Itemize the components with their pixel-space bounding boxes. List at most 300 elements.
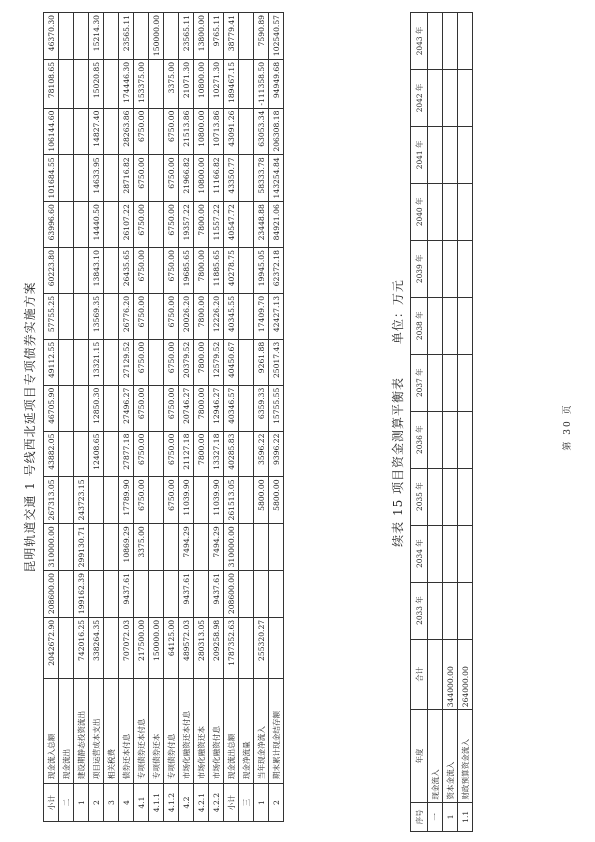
table-cell: 6750.00 (134, 477, 149, 524)
table-cell (59, 108, 74, 155)
row-index: 二 (59, 784, 74, 822)
table-cell: 7494.29 (209, 524, 224, 571)
table-cell: 21127.18 (179, 431, 194, 477)
column-header: 2039 年 (411, 240, 428, 297)
table-cell (239, 155, 254, 202)
table-cell (194, 571, 209, 618)
table-cell (239, 431, 254, 477)
table-cell: 5800.00 (254, 477, 269, 524)
table-cell (239, 202, 254, 248)
table-cell: 62372.18 (269, 248, 284, 294)
table-row (44, 13, 59, 822)
table-cell: 6359.33 (254, 385, 269, 431)
table-cell: 6750.00 (134, 108, 149, 155)
table-cell: 40346.57 (224, 385, 239, 431)
table-cell: -111358.50 (254, 59, 269, 108)
table-cell: 6750.00 (134, 202, 149, 248)
table-cell (74, 108, 89, 155)
table-cell (428, 354, 443, 411)
row-index: 小计 (44, 784, 59, 822)
table-cell (104, 571, 119, 618)
row-index: 2 (269, 784, 284, 822)
row-label: 现金净流量 (239, 678, 254, 784)
table-cell: 310000.00 (44, 524, 59, 571)
table-cell: 46370.30 (44, 13, 59, 60)
table-cell (458, 70, 473, 127)
section-title (389, 12, 406, 842)
table-cell: 26776.20 (119, 293, 134, 339)
table-cell: 6750.00 (134, 431, 149, 477)
table-cell (428, 525, 443, 582)
table-cell (104, 524, 119, 571)
table-cell: 14827.40 (89, 108, 104, 155)
table-cell: 14440.50 (89, 202, 104, 248)
table-cell: 10271.30 (209, 59, 224, 108)
table-cell (59, 571, 74, 618)
row-index: 2 (89, 784, 104, 822)
table-row (269, 13, 284, 822)
table-row (458, 13, 473, 832)
table-cell: 199162.39 (74, 571, 89, 618)
table-cell: 6750.00 (134, 248, 149, 294)
table-cell (254, 524, 269, 571)
table-cell: 6750.00 (164, 155, 179, 202)
row-total: 338264.35 (89, 617, 104, 678)
table-cell (428, 582, 443, 639)
table-cell: 15020.85 (89, 59, 104, 108)
table-cell (239, 477, 254, 524)
table-cell: 267313.05 (44, 477, 59, 524)
table-header-row (411, 13, 428, 832)
table-row (194, 13, 209, 822)
table-cell (134, 13, 149, 60)
table-row (59, 13, 74, 822)
table-cell (428, 411, 443, 468)
table-cell (428, 126, 443, 183)
table-cell: 42427.13 (269, 293, 284, 339)
column-header: 2041 年 (411, 126, 428, 183)
table-cell (74, 13, 89, 60)
table-cell: 310000.00 (224, 524, 239, 571)
table-cell: 84921.06 (269, 202, 284, 248)
row-index: 3 (104, 784, 119, 822)
row-total: 280313.05 (194, 617, 209, 678)
table-row (134, 13, 149, 822)
table-cell (59, 293, 74, 339)
unit-label: 单位：万元 (391, 279, 405, 345)
table-cell: 21513.86 (179, 108, 194, 155)
row-label: 市场化融资付息 (209, 678, 224, 784)
table-cell: 7590.89 (254, 13, 269, 60)
table-cell: 3596.22 (254, 431, 269, 477)
row-index: 4 (119, 784, 134, 822)
table-cell: 12946.27 (209, 385, 224, 431)
table-row (254, 13, 269, 822)
table-cell (458, 13, 473, 70)
table-cell (194, 524, 209, 571)
table-cell (443, 240, 458, 297)
table-cell (458, 240, 473, 297)
table-cell (269, 571, 284, 618)
table-cell (254, 571, 269, 618)
table-cell (74, 339, 89, 385)
table-cell: 174446.30 (119, 59, 134, 108)
table-cell: 57755.25 (44, 293, 59, 339)
table-cell (443, 70, 458, 127)
row-index: 1 (254, 784, 269, 822)
table-cell (428, 13, 443, 70)
table-cell: 23565.11 (179, 13, 194, 60)
table-cell: 6750.00 (134, 155, 149, 202)
table-cell (104, 385, 119, 431)
table-cell: 14633.95 (89, 155, 104, 202)
table-cell: 11039.90 (179, 477, 194, 524)
table-cell (458, 411, 473, 468)
table-cell: 153375.00 (134, 59, 149, 108)
table-cell: 17789.90 (119, 477, 134, 524)
row-total: 1787352.63 (224, 617, 239, 678)
table-cell: 7800.00 (194, 339, 209, 385)
table-cell: 150000.00 (149, 13, 164, 60)
row-index: 4.2.1 (194, 784, 209, 822)
table-cell (239, 108, 254, 155)
table-cell (458, 525, 473, 582)
table-cell (428, 240, 443, 297)
table-cell (149, 202, 164, 248)
table-cell: 10869.29 (119, 524, 134, 571)
table-cell (59, 59, 74, 108)
table-cell: 7800.00 (194, 248, 209, 294)
table-cell: 7800.00 (194, 431, 209, 477)
table-cell: 11039.90 (209, 477, 224, 524)
row-total: 255320.27 (254, 617, 269, 678)
table-cell (149, 477, 164, 524)
table-cell (458, 468, 473, 525)
table-cell: 143254.84 (269, 155, 284, 202)
table-cell: 12408.65 (89, 431, 104, 477)
table-cell (134, 571, 149, 618)
table-cell (59, 202, 74, 248)
fund-balance-continued-table (410, 12, 473, 832)
table-cell: 13800.00 (194, 13, 209, 60)
table-cell: 40345.55 (224, 293, 239, 339)
table-cell: 27877.18 (119, 431, 134, 477)
table-cell: 20379.52 (179, 339, 194, 385)
table-cell (239, 339, 254, 385)
table-cell: 243723.15 (74, 477, 89, 524)
table-cell: 11166.82 (209, 155, 224, 202)
table-cell (59, 431, 74, 477)
table-cell: 9765.11 (209, 13, 224, 60)
table-cell: 43882.05 (44, 431, 59, 477)
table-cell (458, 354, 473, 411)
row-total: 209258.98 (209, 617, 224, 678)
table-cell: 26435.65 (119, 248, 134, 294)
table-cell (149, 293, 164, 339)
table-cell: 9396.22 (269, 431, 284, 477)
table-cell: 208600.00 (224, 571, 239, 618)
table-cell: 43350.77 (224, 155, 239, 202)
row-index: 1.1 (458, 802, 473, 831)
table-row (428, 13, 443, 832)
table-cell: 28716.82 (119, 155, 134, 202)
table-cell (428, 468, 443, 525)
table-cell (74, 431, 89, 477)
table-cell: 49112.55 (44, 339, 59, 385)
table-cell: 12579.52 (209, 339, 224, 385)
table-cell (104, 293, 119, 339)
table-cell (74, 385, 89, 431)
row-index: 4.1 (134, 784, 149, 822)
table-cell: 9437.61 (119, 571, 134, 618)
row-total (269, 617, 284, 678)
table-cell: 10800.00 (194, 155, 209, 202)
table-cell: 12850.30 (89, 385, 104, 431)
table-cell (164, 571, 179, 618)
table-cell: 6750.00 (164, 339, 179, 385)
table-cell (74, 202, 89, 248)
table-cell: 6750.00 (164, 108, 179, 155)
table-cell: 40278.75 (224, 248, 239, 294)
row-total: 742016.25 (74, 617, 89, 678)
table-cell: 19357.22 (179, 202, 194, 248)
table-cell (149, 571, 164, 618)
table-cell (59, 248, 74, 294)
table-cell (104, 155, 119, 202)
row-label: 债券还本付息 (119, 678, 134, 784)
table-cell (443, 468, 458, 525)
row-label: 现金流出 (59, 678, 74, 784)
table-cell (104, 108, 119, 155)
table-cell (74, 248, 89, 294)
table-cell (164, 13, 179, 60)
table-cell: 10800.00 (194, 59, 209, 108)
table-cell: 23565.11 (119, 13, 134, 60)
table-cell: 9437.61 (209, 571, 224, 618)
table-cell: 189467.15 (224, 59, 239, 108)
row-total: 344000.00 (443, 639, 458, 710)
table-cell (443, 183, 458, 240)
table-cell (149, 524, 164, 571)
table-cell (239, 13, 254, 60)
table-cell: 208600.00 (44, 571, 59, 618)
table-cell: 11885.65 (209, 248, 224, 294)
table-cell (269, 524, 284, 571)
row-total: 707072.03 (119, 617, 134, 678)
row-total: 217500.00 (134, 617, 149, 678)
table-cell (194, 477, 209, 524)
table-row (119, 13, 134, 822)
column-header: 序号 (411, 802, 428, 831)
rotated-page (15, 12, 585, 842)
table-cell (428, 70, 443, 127)
table-cell: 13843.10 (89, 248, 104, 294)
row-index: 4.1.2 (164, 784, 179, 822)
table-cell: 5800.00 (269, 477, 284, 524)
column-header: 2035 年 (411, 468, 428, 525)
table-cell (149, 108, 164, 155)
table-row (239, 13, 254, 822)
table-cell: 25017.43 (269, 339, 284, 385)
table-cell (104, 248, 119, 294)
table-cell: 7800.00 (194, 202, 209, 248)
row-label: 建设期静态投资流出 (74, 678, 89, 784)
row-label: 现金流入 (428, 710, 443, 802)
table-cell: 40450.67 (224, 339, 239, 385)
table-cell: 6750.00 (164, 248, 179, 294)
row-index: 4.2.2 (209, 784, 224, 822)
column-header: 2040 年 (411, 183, 428, 240)
table-cell (59, 155, 74, 202)
row-label: 期末累计现金结存额 (269, 678, 284, 784)
row-label: 专项债券还本付息 (134, 678, 149, 784)
column-header: 2033 年 (411, 582, 428, 639)
table-cell: 9437.61 (179, 571, 194, 618)
document-title: 昆明轨道交通 1 号线西北延项目专项债券实施方案 (23, 281, 37, 573)
table-cell: 58333.78 (254, 155, 269, 202)
row-label: 市场化融资还本付息 (179, 678, 194, 784)
table-cell (104, 431, 119, 477)
table-cell (89, 477, 104, 524)
table-cell: 40547.72 (224, 202, 239, 248)
row-index: 一 (428, 802, 443, 831)
table-cell (149, 385, 164, 431)
row-index: 小计 (224, 784, 239, 822)
table-row (104, 13, 119, 822)
table-row (164, 13, 179, 822)
table-cell (74, 59, 89, 108)
table-cell: 6750.00 (164, 293, 179, 339)
row-label: 项目运营成本支出 (89, 678, 104, 784)
row-total: 2042672.90 (44, 617, 59, 678)
row-total: 64125.00 (164, 617, 179, 678)
table-cell: 20746.27 (179, 385, 194, 431)
table-cell: 106144.60 (44, 108, 59, 155)
table-cell (149, 155, 164, 202)
table-cell (149, 59, 164, 108)
table-cell: 94949.68 (269, 59, 284, 108)
table-cell: 23448.88 (254, 202, 269, 248)
table-cell: 40285.83 (224, 431, 239, 477)
table-cell: 299130.71 (74, 524, 89, 571)
page-number: 第 30 页 (563, 403, 573, 451)
table-cell: 7800.00 (194, 293, 209, 339)
table-cell: 6750.00 (134, 385, 149, 431)
row-index: 4.1.1 (149, 784, 164, 822)
row-total: 264000.00 (458, 639, 473, 710)
table-cell: 17409.70 (254, 293, 269, 339)
row-index: 1 (74, 784, 89, 822)
row-total: 150000.00 (149, 617, 164, 678)
row-label: 资本金流入 (443, 710, 458, 802)
table-cell: 3375.00 (164, 59, 179, 108)
table-cell (443, 354, 458, 411)
table-cell (443, 525, 458, 582)
table-cell: 46705.90 (44, 385, 59, 431)
table-cell: 206308.18 (269, 108, 284, 155)
row-index: 4.2 (179, 784, 194, 822)
table-cell: 6750.00 (134, 339, 149, 385)
table-cell: 13327.18 (209, 431, 224, 477)
column-header: 2038 年 (411, 297, 428, 354)
table-cell (104, 202, 119, 248)
table-cell (239, 385, 254, 431)
table-cell: 3375.00 (134, 524, 149, 571)
table-cell: 63053.34 (254, 108, 269, 155)
table-cell: 6750.00 (134, 293, 149, 339)
table-row (179, 13, 194, 822)
table-cell (458, 582, 473, 639)
table-cell (443, 582, 458, 639)
table-cell (443, 411, 458, 468)
table-cell: 9261.88 (254, 339, 269, 385)
table-cell (239, 524, 254, 571)
table-cell: 10713.86 (209, 108, 224, 155)
row-total (428, 639, 443, 710)
table-cell: 10800.00 (194, 108, 209, 155)
table-cell (59, 13, 74, 60)
table-cell (239, 248, 254, 294)
table-cell: 28263.86 (119, 108, 134, 155)
column-header: 年度 (411, 710, 428, 802)
table-row (209, 13, 224, 822)
table-cell (458, 297, 473, 354)
table-cell: 101684.55 (44, 155, 59, 202)
table-cell (104, 339, 119, 385)
table-cell (89, 571, 104, 618)
table-cell (149, 339, 164, 385)
table-cell (239, 571, 254, 618)
column-header: 2043 年 (411, 13, 428, 70)
table-cell (74, 293, 89, 339)
table-cell (149, 248, 164, 294)
table-cell: 60223.80 (44, 248, 59, 294)
table-cell (104, 13, 119, 60)
table-cell: 12226.20 (209, 293, 224, 339)
table-cell (59, 385, 74, 431)
table-cell: 27496.27 (119, 385, 134, 431)
table-cell (443, 126, 458, 183)
table-cell: 13569.35 (89, 293, 104, 339)
table-cell: 13321.15 (89, 339, 104, 385)
table-cell: 6750.00 (164, 202, 179, 248)
column-header: 2034 年 (411, 525, 428, 582)
table-cell: 7800.00 (194, 385, 209, 431)
table-row (149, 13, 164, 822)
table-cell: 21966.82 (179, 155, 194, 202)
row-index: 1 (443, 802, 458, 831)
table-cell: 11557.22 (209, 202, 224, 248)
row-label: 专项债券付息 (164, 678, 179, 784)
row-label: 财政预算资金流入 (458, 710, 473, 802)
table-cell: 6750.00 (164, 385, 179, 431)
table-cell: 63996.60 (44, 202, 59, 248)
table-cell: 43091.26 (224, 108, 239, 155)
row-label: 当年现金净流入 (254, 678, 269, 784)
row-label: 市场化融资还本 (194, 678, 209, 784)
row-label: 专项债券还本 (149, 678, 164, 784)
table-cell (458, 126, 473, 183)
table-cell (74, 155, 89, 202)
table-cell: 261513.05 (224, 477, 239, 524)
section-title-text: 续表 15 项目资金测算平衡表 (391, 376, 405, 547)
table-cell (239, 59, 254, 108)
row-total (104, 617, 119, 678)
table-cell: 38779.41 (224, 13, 239, 60)
row-total: 489572.03 (179, 617, 194, 678)
row-label: 相关税费 (104, 678, 119, 784)
table-cell (458, 183, 473, 240)
